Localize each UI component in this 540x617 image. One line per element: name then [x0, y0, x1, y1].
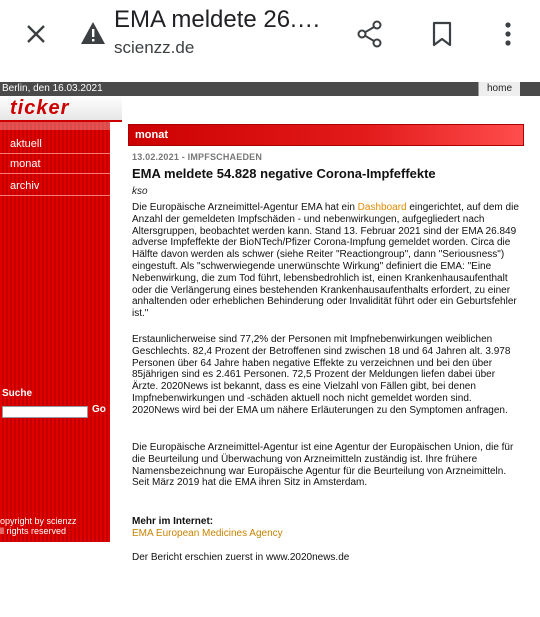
home-link[interactable]: home — [478, 82, 520, 96]
site-header — [0, 82, 540, 96]
close-tab-button[interactable] — [18, 16, 54, 52]
logo-text: ticker — [10, 97, 70, 119]
sidebar-item-aktuell[interactable]: aktuell — [0, 134, 110, 154]
header-date: Berlin, den 16.03.2021 — [2, 83, 103, 94]
article-paragraph-1 — [132, 202, 520, 320]
dashboard-link[interactable]: Dashboard — [357, 202, 407, 213]
sidebar-item-archiv[interactable]: archiv — [0, 176, 110, 196]
browser-toolbar — [0, 0, 540, 82]
logo-row — [0, 96, 540, 122]
more-options-button[interactable] — [490, 16, 526, 52]
warning-icon[interactable] — [80, 20, 106, 46]
more-internet-label: Mehr im Internet: — [132, 516, 214, 527]
close-icon — [25, 23, 47, 45]
article-paragraph-2: Erstaunlicherweise sind 77,2% der Personen mit Impfnebenwirkungen weiblichen Geschlechts. 82,4 Prozent der Betroffenen sind zwischen 18 und 64 Jahren alt. 3.978 Personen über 64 Jahre haben negative Effekte zu verzeichnen und bei den über 85jährigen sind es 2.461 Personen. 72,5 Prozent der Meldungen liefen dabei über Ärzte. 2020News ist bekannt, dass es eine Vielzahl von Fällen gibt, bei denen Impfnebenwirkungen und -schäden aktuell noch nicht gemeldet worden sind. 2020News wird bei der EMA um nähere Erläuterungen zu den Symptomen anfragen. — [132, 334, 511, 416]
article-paragraph-3: Die Europäische Arzneimittel-Agentur ist eine Agentur der Europäischen Union, die für die Beurteilung und Überwachung von Arzneimitteln zuständig ist. Ihre frühere Namensbezeichnung war Europäische Agentur für die Beurteilung von Arzneimitteln. Seit März 2019 hat die EMA ihren Sitz in Amsterdam. — [132, 442, 514, 489]
article-title: EMA meldete 54.828 negative Corona-Impfeffekte — [132, 166, 436, 181]
sidebar-highlight — [0, 122, 110, 130]
go-button[interactable]: Go — [92, 404, 106, 415]
paragraph-1-text-a: Die Europäische Arzneimittel-Agentur EMA hat ein — [132, 202, 358, 213]
paragraph-1-text-b: eingerichtet, auf dem die Anzahl der gemeldeten Impfschäden - und nebenwirkungen, aufgegliedert nach Altersgruppen, beobachtet werden kann. Stand 13. Februar 2021 sind der EMA 26.849 adverse Impfeffekte der BioNTech/Pfizer Corona-Impfung gemeldet worden. Circa die Hälfte davon werden als schwer (siehe Reiter "Reactiongroup", dann "Seriousness") eingestuft. Als "schwerwiegende unerwünschte Wirkung" definiert die EMA: "Eine Nebenwirkung, die zum Tod führt, lebensbedrohlich ist, einen Krankenhausaufenthalt oder die Verlängerung eines bestehenden Krankenhausaufenthalts erfordert, zu einer anhaltenden oder erheblichen Behinderung oder Invalidität führt oder ein Geburtsfehler ist." — [132, 202, 519, 320]
bookmark-icon — [430, 20, 454, 48]
search-label: Suche — [2, 388, 33, 399]
copyright-line-1: opyright by scienzz — [0, 516, 77, 526]
copyright — [0, 516, 77, 536]
article-meta: 13.02.2021 - IMPFSCHAEDEN — [132, 152, 263, 162]
sidebar — [0, 122, 110, 542]
source-note: Der Bericht erschien zuerst in www.2020news.de — [132, 552, 350, 563]
url-host[interactable]: scienzz.de — [114, 38, 195, 57]
section-label: monat — [135, 129, 168, 141]
page-title[interactable]: EMA meldete 26.… — [114, 6, 321, 33]
ema-link[interactable]: EMA European Medicines Agency — [132, 528, 283, 539]
section-header — [128, 124, 524, 146]
share-icon — [356, 20, 384, 48]
more-vert-icon — [504, 21, 512, 47]
bookmark-button[interactable] — [424, 16, 460, 52]
site-logo[interactable] — [0, 96, 122, 122]
share-button[interactable] — [352, 16, 388, 52]
article-author: kso — [132, 186, 148, 197]
copyright-line-2: ll rights reserved — [0, 526, 67, 536]
sidebar-item-monat[interactable]: monat — [0, 154, 110, 174]
search-input[interactable] — [2, 406, 88, 418]
